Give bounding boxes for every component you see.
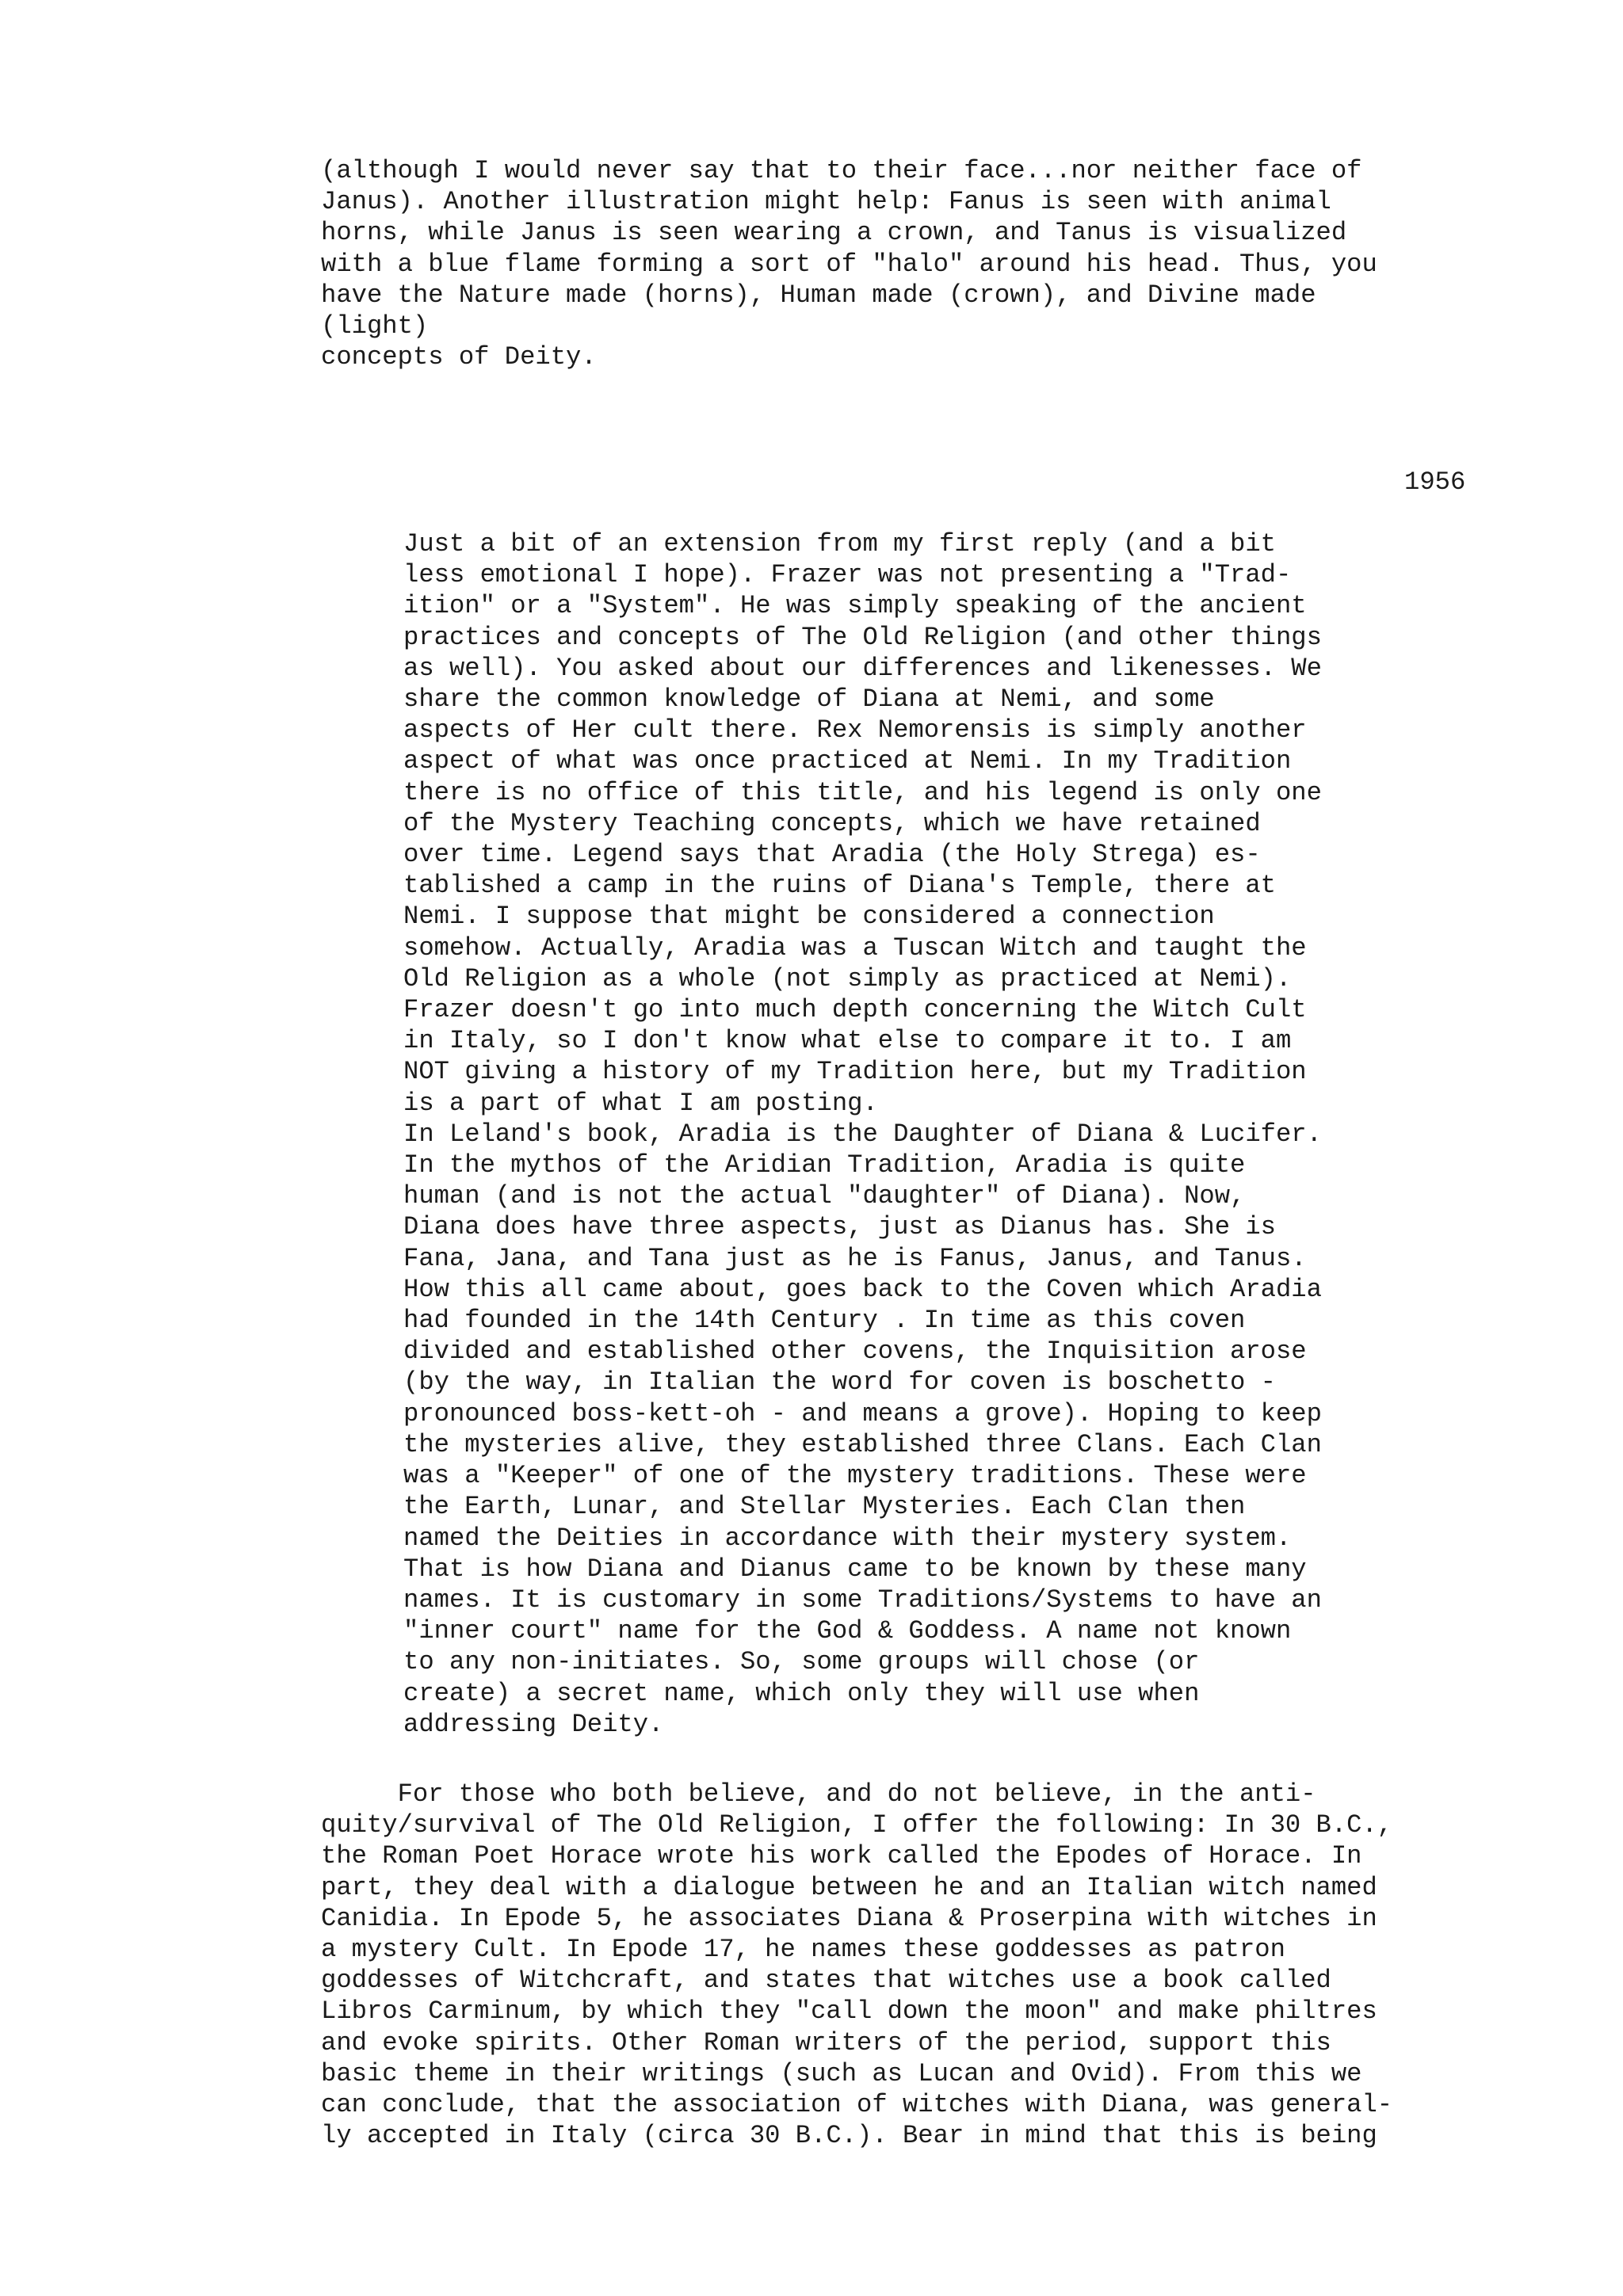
page-number: 1956 bbox=[1404, 467, 1466, 497]
intro-paragraph: (although I would never say that to their face...nor neither face of Janus). Another illustration might help: Fanus is seen with animal horns, while Janus is seen wearing a crown, and Tanus is visualized with a blue flame forming a sort of "halo" around his head. Thus, you have the Nature made (horns), Human made (crown), and Divine made (light) concepts of Deity. bbox=[321, 156, 1377, 372]
reply-paragraph: Just a bit of an extension from my first reply (and a bit less emotional I hope). Frazer was not presenting a "Trad- ition" or a "System". He was simply speaking of the ancient practices and concepts of The Old Religion (and other things as well). You asked about our differences and likenesses. We share the common knowledge of Diana at Nemi, and some aspects of Her cult there. Rex Nemorensis is simply another aspect of what was once practiced at Nemi. In my Tradition there is no office of this title, and his legend is only one of the Mystery Teaching concepts, which we have retained over time. Legend says that Aradia (the Holy Strega) es- tablished a camp in the ruins of Diana's Temple, there at Nemi. I suppose that might be considered a connection somehow. Actually, Aradia was a Tuscan Witch and taught the Old Religion as a whole (not simply as practiced at Nemi). Frazer doesn't go into much depth concerning the Witch Cult in Italy, so I don't know what else to compare it to. I am NOT giving a history of my Tradition here, but my Tradition is a part of what I am posting. In Leland's book, Aradia is the Daughter of Diana & Lucifer. In the mythos of the Aridian Tradition, Aradia is quite human (and is not the actual "daughter" of Diana). Now, Diana does have three aspects, just as Dianus has. She is Fana, Jana, and Tana just as he is Fanus, Janus, and Tanus. How this all came about, goes back to the Coven which Aradia had founded in the 14th Century . In time as this coven divided and established other covens, the Inquisition arose (by the way, in Italian the word for coven is boschetto - pronounced boss-kett-oh - and means a grove). Hoping to keep the mysteries alive, they established three Clans. Each Clan was a "Keeper" of one of the mystery traditions. These were the Earth, Lunar, and Stellar Mysteries. Each Clan then named the Deities in accordance with their mystery system. That is how Diana and Dianus came to be known by these many names. It is customary in some Traditions/Systems to have an "inner court" name for the God & Goddess. A name not known to any non-initiates. So, some groups will chose (or create) a secret name, which only they will use when addressing Deity. bbox=[403, 529, 1322, 1739]
essay-paragraph: For those who both believe, and do not believe, in the anti- quity/survival of The Old Religion, I offer the following: In 30 B.C., the Roman Poet Horace wrote his work called the Epodes of Horace. In part, they deal with a dialogue between he and an Italian witch named Canidia. In Epode 5, he associates Diana & Proserpina with witches in a mystery Cult. In Epode 17, he names these goddesses as patron goddesses of Witchcraft, and states that witches use a book called Libros Carminum, by which they "call down the moon" and make philtres and evoke spirits. Other Roman writers of the period, support this basic theme in their writings (such as Lucan and Ovid). From this we can conclude, that the association of witches with Diana, was general- ly accepted in Italy (circa 30 B.C.). Bear in mind that this is being bbox=[321, 1779, 1393, 2151]
